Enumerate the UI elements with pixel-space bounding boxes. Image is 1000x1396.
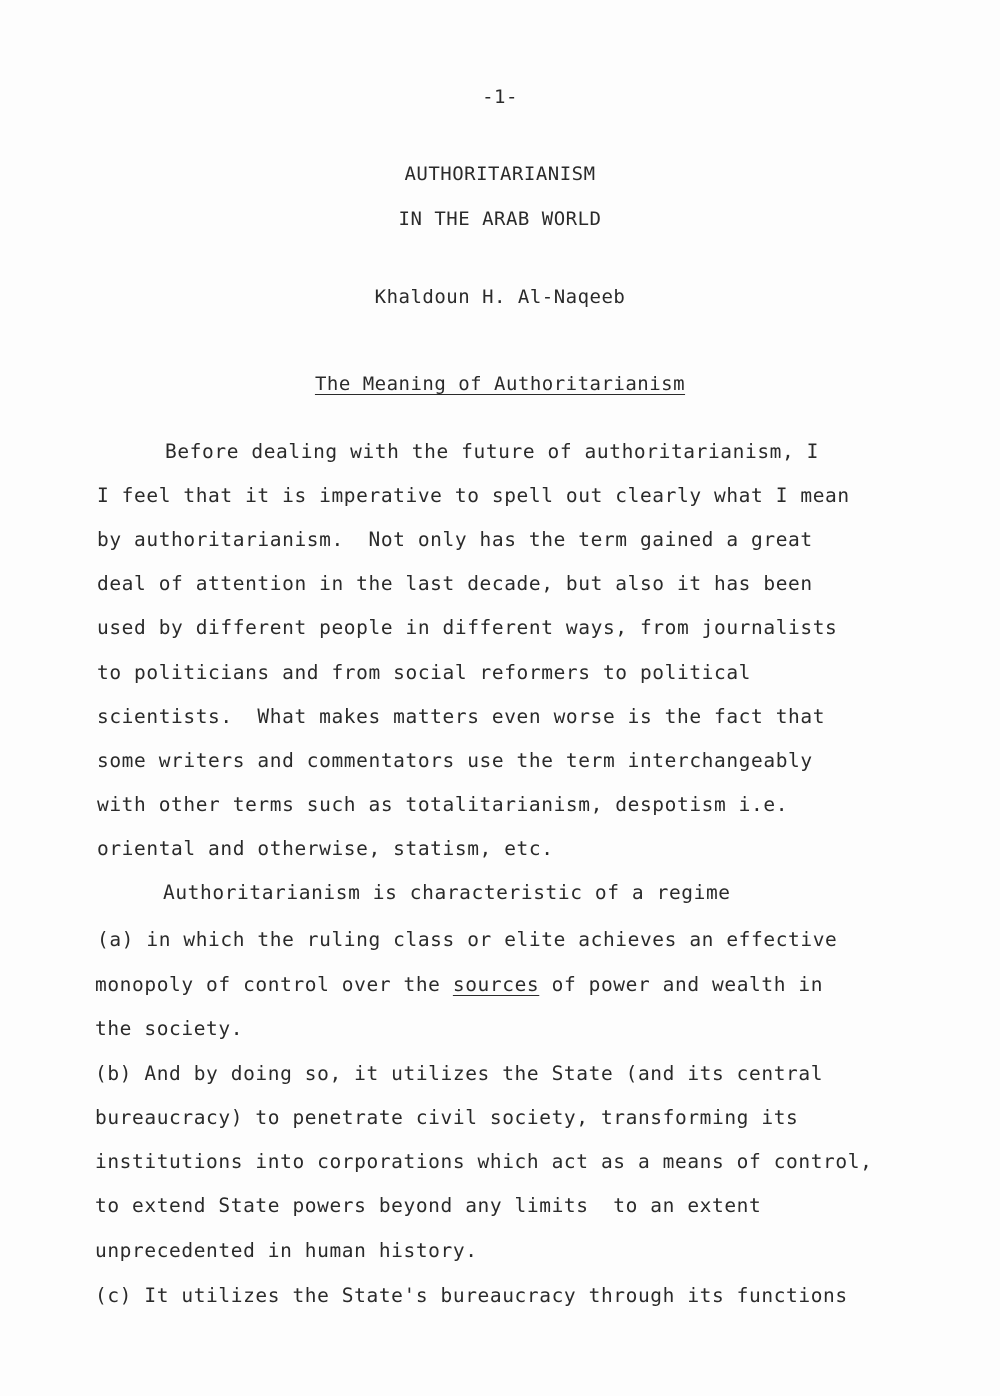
item-a-text: monopoly of control over the [95, 973, 453, 996]
paragraph-1-line: scientists. What makes matters even worse is the fact that [97, 705, 826, 728]
paragraph-1-line: by authoritarianism. Not only has the term gained a great [97, 528, 813, 551]
underlined-word-sources: sources [452, 973, 540, 996]
author-name: Khaldoun H. Al-Naqeeb [374, 286, 626, 308]
item-b-line: to extend State powers beyond any limits to an extent [95, 1194, 762, 1217]
paragraph-1-line: to politicians and from social reformers to political [97, 661, 752, 684]
paragraph-1-line: used by different people in different ways, from journalists [97, 616, 838, 639]
paragraph-1-line: some writers and commentators use the term interchangeably [97, 749, 813, 772]
paragraph-2-intro: Authoritarianism is characteristic of a regime [163, 881, 731, 904]
item-c-line: (c) It utilizes the State's bureaucracy through its functions [95, 1284, 848, 1307]
item-b-line: bureaucracy) to penetrate civil society, transforming its [95, 1106, 799, 1129]
paragraph-1-line: Before dealing with the future of authoritarianism, I [165, 440, 820, 463]
paragraph-1-line: oriental and otherwise, statism, etc. [97, 837, 554, 860]
paragraph-1-line: with other terms such as totalitarianism, despotism i.e. [97, 793, 789, 816]
item-a-line: the society. [95, 1017, 244, 1040]
page-number: -1- [482, 86, 518, 108]
title-line-1: AUTHORITARIANISM [404, 163, 596, 185]
item-b-line: institutions into corporations which act as a means of control, [95, 1150, 873, 1173]
item-a-line [95, 973, 823, 996]
item-b-line: (b) And by doing so, it utilizes the State (and its central [95, 1062, 824, 1085]
item-a-line: (a) in which the ruling class or elite achieves an effective [97, 928, 838, 951]
paragraph-1-line: deal of attention in the last decade, but also it has been [97, 572, 813, 595]
item-a-text: of power and wealth in [539, 973, 824, 996]
item-b-line: unprecedented in human history. [95, 1239, 478, 1262]
section-heading: The Meaning of Authoritarianism [314, 373, 686, 395]
paragraph-1-line: I feel that it is imperative to spell out clearly what I mean [97, 484, 850, 507]
title-line-2: IN THE ARAB WORLD [398, 208, 602, 230]
